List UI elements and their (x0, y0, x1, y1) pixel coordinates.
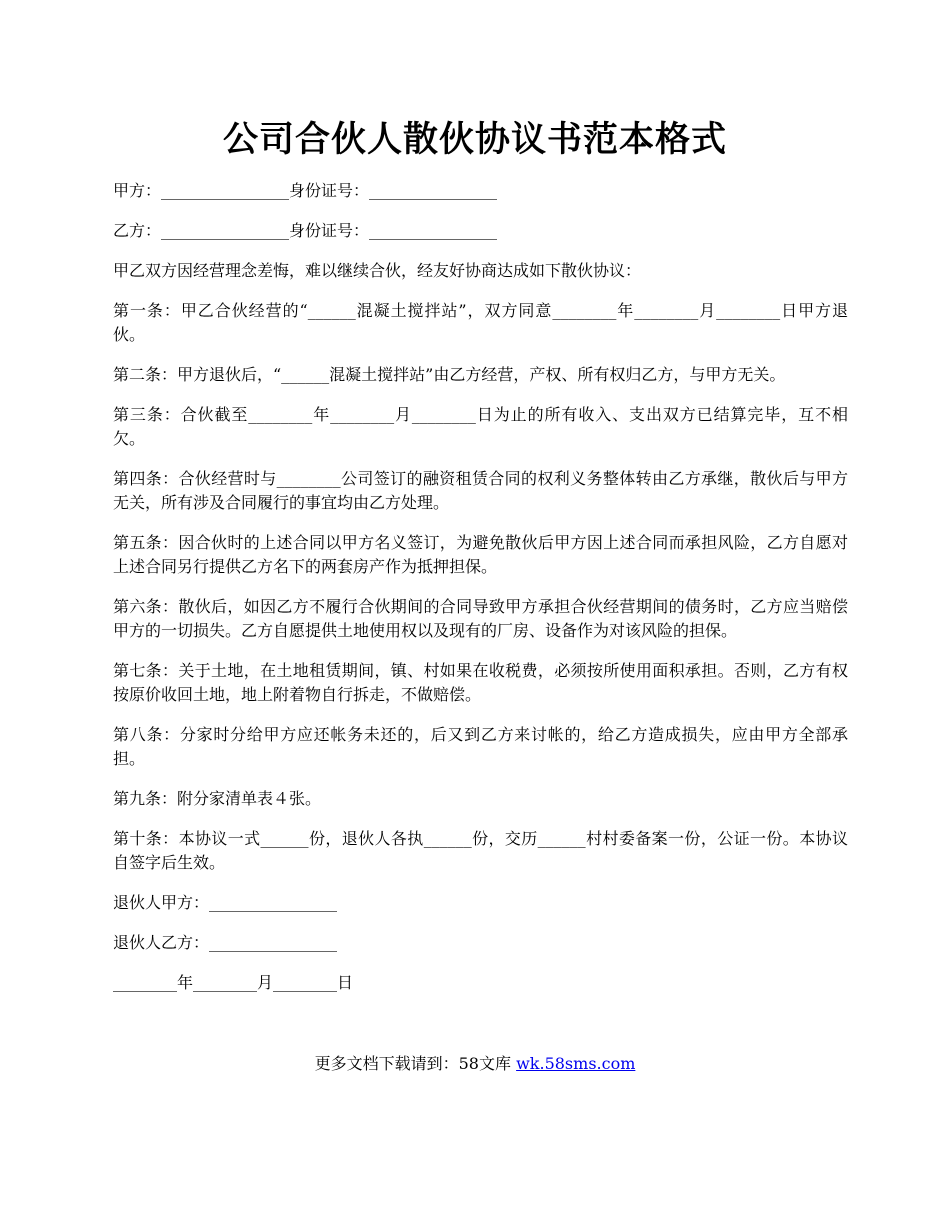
date-line: ________年________月________日 (113, 973, 354, 992)
clause-9: 第九条：附分家清单表４张。 (113, 789, 322, 808)
clause-2: 第二条：甲方退伙后，“______混凝土搅拌站”由乙方经营，产权、所有权归乙方，与甲方无关。 (113, 365, 786, 384)
signature-party-b: 退伙人乙方：________________ (113, 933, 338, 952)
clause-4: 第四条：合伙经营时与________公司签订的融资租赁合同的权利义务整体转由乙方承继，散伙后与甲方无关，所有涉及合同履行的事宜均由乙方处理。 (113, 469, 848, 512)
document-body (113, 179, 848, 1011)
clause-3: 第三条：合伙截至________年________月________日为止的所有收入、支出双方已结算完毕，互不相欠。 (113, 405, 848, 448)
party-a-line: 甲方：________________身份证号：________________ (113, 181, 498, 200)
footer-link[interactable]: wk.58sms.com (516, 1054, 636, 1073)
clause-5: 第五条：因合伙时的上述合同以甲方名义签订，为避免散伙后甲方因上述合同而承担风险，乙方自愿对上述合同另行提供乙方名下的两套房产作为抵押担保。 (113, 533, 848, 576)
clause-6: 第六条：散伙后，如因乙方不履行合伙期间的合同导致甲方承担合伙经营期间的债务时，乙方应当赔偿甲方的一切损失。乙方自愿提供土地使用权以及现有的厂房、设备作为对该风险的担保。 (113, 597, 848, 640)
signature-party-a: 退伙人甲方：________________ (113, 893, 338, 912)
clause-10: 第十条：本协议一式______份，退伙人各执______份，交历______村村委备案一份，公证一份。本协议自签字后生效。 (113, 829, 848, 872)
footer-text: 更多文档下载请到：58文库 (314, 1054, 511, 1073)
party-b-line: 乙方：________________身份证号：________________ (113, 221, 498, 240)
clause-1: 第一条：甲乙合伙经营的“______混凝土搅拌站”，双方同意________年________月________日甲方退伙。 (113, 301, 848, 344)
footer (0, 1052, 950, 1076)
clause-8: 第八条：分家时分给甲方应还帐务未还的，后又到乙方来讨帐的，给乙方造成损失，应由甲方全部承担。 (113, 725, 848, 768)
document-title: 公司合伙人散伙协议书范本格式 (222, 119, 727, 160)
intro-paragraph: 甲乙双方因经营理念差悔，难以继续合伙，经友好协商达成如下散伙协议： (113, 261, 642, 280)
clause-7: 第七条：关于土地，在土地租赁期间，镇、村如果在收税费，必须按所使用面积承担。否则，乙方有权按原价收回土地，地上附着物自行拆走，不做赔偿。 (113, 661, 848, 704)
